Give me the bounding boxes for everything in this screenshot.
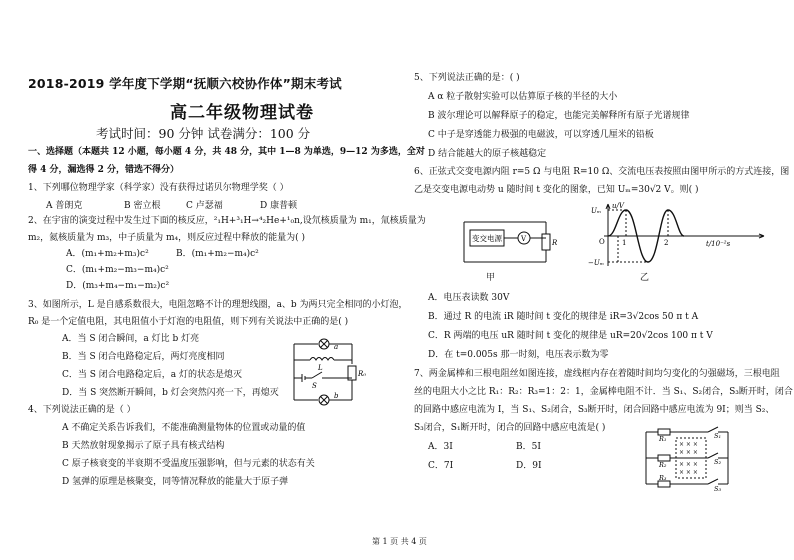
q4-stem: 4、下列说法正确的是（ ） xyxy=(28,405,136,415)
q3-label-r0: R₀ xyxy=(358,370,367,378)
q3-label-a: a xyxy=(334,343,339,351)
q7-stem-line3: 的回路中感应电流为 I，当 S₁、S₂闭合，S₃断开时，闭合回路中感应电流为 9I；则当 S₂、 xyxy=(414,405,775,415)
q6-graph-tick-1: 1 xyxy=(622,239,627,247)
exam-info: 考试时间：90 分钟 试卷满分：100 分 xyxy=(96,126,311,141)
page-footer: 第 1 页 共 4 页 xyxy=(372,537,427,546)
q6-option-a: A．电压表读数 30V xyxy=(428,293,510,303)
svg-text:× × ×: × × × xyxy=(679,469,698,476)
q7-label-r3: R₃ xyxy=(659,474,667,482)
q3-stem-line2: R₀ 是一个定值电阻，其电阻值小于灯泡的电阻值，则下列有关说法中正确的是( ) xyxy=(28,317,349,327)
q7-option-c: C．7I xyxy=(428,461,454,471)
q6-graph-u-label: u/V xyxy=(612,202,624,210)
q5-option-c: C 中子是穿透能力极强的电磁波，可以穿透几厘米的铅板 xyxy=(428,130,654,140)
q5-option-a: A α 粒子散射实验可以估算原子核的半径的大小 xyxy=(428,92,618,102)
q1-option-c: C 卢瑟福 xyxy=(186,201,223,211)
q2-option-b: B．(m₁+m₂−m₄)c² xyxy=(176,249,259,259)
q4-option-c: C 原子核衰变的半衰期不受温度压强影响，但与元素的状态有关 xyxy=(62,459,315,469)
q6-graph-tick-2: 2 xyxy=(664,239,669,247)
q2-option-d: D．(m₃+m₄−m₁−m₂)c² xyxy=(66,281,170,291)
q7-circuit-figure xyxy=(642,424,734,492)
q6-graph-neg-um-label: −Uₘ xyxy=(588,259,605,267)
q1-stem: 1、下列哪位物理学家（科学家）没有获得过诺贝尔物理学奖（ ） xyxy=(28,183,289,193)
q7-label-s1: S₁ xyxy=(714,432,722,440)
q5-stem: 5、下列说法正确的是：( ) xyxy=(414,73,520,83)
q7-option-a: A．3I xyxy=(428,442,453,452)
q3-label-s: S xyxy=(312,382,317,390)
q7-option-b: B．5I xyxy=(516,442,541,452)
q6-option-d: D．在 t=0.005s 那一时刻，电压表示数为零 xyxy=(428,350,609,360)
q3-stem-line1: 3、如图所示，L 是自感系数很大，电阻忽略不计的理想线圈，a、b 为两只完全相同的小灯泡， xyxy=(28,300,408,310)
q6-graph-um-label: Uₘ xyxy=(591,207,602,215)
q5-option-d: D 结合能越大的原子核越稳定 xyxy=(428,149,547,159)
q7-stem-line4: S₃闭合，S₁断开时，闭合的回路中感应电流是( ) xyxy=(414,423,606,433)
q3-option-d: D．当 S 突然断开瞬间，b 灯会突然闪亮一下，再熄灭 xyxy=(62,388,279,398)
q2-option-c: C．(m₁+m₂−m₃−m₄)c² xyxy=(66,265,169,275)
q3-option-b: B．当 S 闭合电路稳定后，两灯亮度相同 xyxy=(62,352,225,362)
section1-heading: 一、选择题（本题共 12 小题，每小题 4 分，共 48 分，其中 1—8 为单选，9—12 为多选，全对 xyxy=(28,147,425,157)
q6-stem-line1: 6、正弦式交变电源内阻 r=5 Ω 与电阻 R=10 Ω、交流电压表按照由图甲所示的方式连接，图 xyxy=(414,167,790,177)
q1-option-a: A 普朗克 xyxy=(46,201,83,211)
paper-title: 高二年级物理试卷 xyxy=(170,103,314,123)
q7-label-s3: S₃ xyxy=(714,485,722,493)
q3-option-c: C．当 S 闭合电路稳定后，a 灯的状态是熄灭 xyxy=(62,370,243,380)
q4-option-b: B 天然放射现象揭示了原子具有核式结构 xyxy=(62,441,225,451)
q6-fig-jia-caption: 甲 xyxy=(486,273,496,283)
svg-text:× × ×: × × × xyxy=(679,461,698,468)
q3-option-a: A．当 S 闭合瞬间，a 灯比 b 灯亮 xyxy=(62,334,200,344)
q1-option-d: D 康普顿 xyxy=(260,201,298,211)
q6-fig-yi-caption: 乙 xyxy=(640,273,650,283)
q6-voltage-graph xyxy=(588,200,768,270)
q3-circuit-figure xyxy=(288,338,368,406)
q3-label-l: L xyxy=(318,364,323,372)
q6-source-label: 变交电源 xyxy=(472,234,502,243)
svg-text:× × ×: × × × xyxy=(679,449,698,456)
q6-meter-label: V xyxy=(521,235,527,243)
q6-option-c: C．R 两端的电压 uR 随时间 t 变化的规律是 uR=20√2cos 100 π t V xyxy=(428,331,713,341)
q7-option-d: D．9I xyxy=(516,461,542,471)
q7-stem-line2: 丝的电阻大小之比 R₁：R₂：R₃=1：2：1，金属棒电阻不计．当 S₁、S₂闭合，S₃断开时，闭合 xyxy=(414,387,793,397)
q7-stem-line1: 7、两金属棒和三根电阻丝如图连接，虚线框内存在着随时间均匀变化的匀强磁场，三根电阻 xyxy=(414,369,780,379)
q2-option-a: A．(m₁+m₂+m₃)c² xyxy=(66,249,149,259)
q7-label-s2: S₂ xyxy=(714,458,722,466)
q7-label-r2: R₂ xyxy=(659,461,667,469)
q6-circuit-figure xyxy=(460,214,556,270)
exam-title: 2018-2019 学年度下学期“抚顺六校协作体”期末考试 xyxy=(28,76,342,91)
q3-label-b: b xyxy=(334,392,339,400)
q6-stem-line2: 乙是交变电源电动势 u 随时间 t 变化的图象，已知 Uₘ=30√2 V。则( ) xyxy=(414,185,699,195)
q5-option-b: B 波尔理论可以解释原子的稳定，也能完美解释所有原子光谱规律 xyxy=(428,111,690,121)
q6-graph-t-axis: t/10⁻²s xyxy=(706,240,731,248)
q7-label-r1: R₁ xyxy=(659,435,667,443)
q1-option-b: B 密立根 xyxy=(124,201,161,211)
q2-stem-line2: m₂，氦核质量为 m₃，中子质量为 m₄，则反应过程中释放的能量为( ) xyxy=(28,233,306,243)
section1-heading-cont: 得 4 分，漏选得 2 分，错选不得分） xyxy=(28,165,180,175)
q6-graph-origin: O xyxy=(599,238,605,246)
q4-option-d: D 氢弹的原理是核聚变，同等情况释放的能量大于原子弹 xyxy=(62,477,289,487)
q6-option-b: B．通过 R 的电流 iR 随时间 t 变化的规律是 iR=3√2cos 50 π t A xyxy=(428,312,699,322)
svg-text:× × ×: × × × xyxy=(679,441,698,448)
q4-option-a: A 不确定关系告诉我们，不能准确测量物体的位置或动量的值 xyxy=(62,423,306,433)
q6-r-label: R xyxy=(552,239,558,247)
q2-stem-line1: 2、在宇宙的演变过程中发生过下面的核反应，²₁H+³₁H→⁴₂He+¹₀n,设氘核质量为 m₁，氚核质量为 xyxy=(28,216,426,226)
